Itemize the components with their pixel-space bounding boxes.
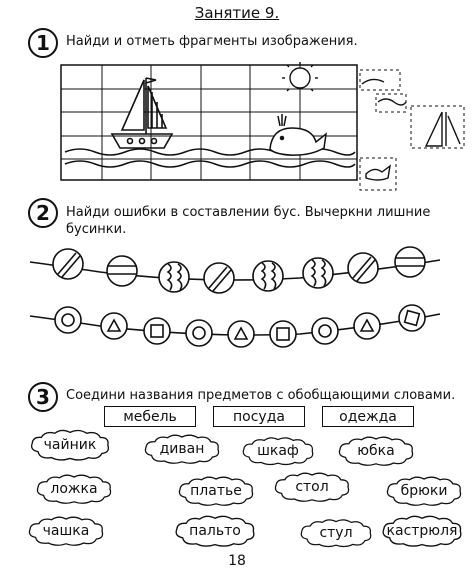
bead [107,256,137,286]
page-number: 18 [228,553,246,569]
word-cloud-item[interactable] [387,477,460,505]
category-box-dishes[interactable]: посуда [213,406,305,427]
bead [144,318,170,344]
bead [101,313,127,339]
svg-text:стул: стул [319,525,353,541]
bead [399,305,425,331]
svg-text:шкаф: шкаф [257,443,299,459]
svg-text:чашка: чашка [42,523,90,539]
word-cloud-item[interactable] [383,516,461,546]
whale-drawing [270,114,326,155]
word-cloud-item[interactable] [301,520,370,547]
word-cloud-item[interactable] [145,435,218,463]
svg-text:пальто: пальто [189,523,241,539]
word-cloud-item[interactable] [37,475,110,503]
svg-text:платье: платье [190,483,242,499]
task-2-text-line2: бусинки. [66,222,127,237]
bead [348,253,378,283]
svg-text:диван: диван [159,441,205,457]
bead [354,313,380,339]
word-cloud-item[interactable] [29,517,102,545]
svg-text:юбка: юбка [357,443,395,459]
task-1-text: Найди и отметь фрагменты изображения. [66,34,358,49]
word-cloud-item[interactable] [32,430,109,459]
lesson-title: Занятие 9. [194,4,280,22]
svg-text:стол: стол [295,479,329,495]
word-clouds [0,428,474,558]
word-cloud-item[interactable] [243,438,312,465]
bead [53,249,83,279]
bead [186,320,212,346]
category-box-clothes[interactable]: одежда [322,406,414,427]
word-cloud-item[interactable] [275,473,348,501]
bead [228,321,254,347]
task-3-number: 3 [28,382,58,412]
task-2-number: 2 [28,198,58,228]
word-cloud-item[interactable] [176,516,254,546]
bead [204,263,234,293]
bead [312,318,338,344]
svg-text:чайник: чайник [43,437,97,453]
svg-text:ложка: ложка [50,481,98,497]
bead [303,258,333,288]
picture-grid [60,64,360,182]
word-cloud-item[interactable] [179,477,252,505]
bead [270,321,296,347]
svg-text:кастрюля: кастрюля [386,523,458,539]
svg-text:брюки: брюки [400,483,448,499]
bead [395,247,425,277]
bead [253,261,283,291]
fragment-pieces [356,66,466,196]
bead [159,262,189,292]
task-1-number: 1 [28,28,58,58]
bead-string-2 [0,298,474,362]
task-3-text: Соедини названия предметов с обобщающими словами. [66,388,456,403]
word-cloud-item[interactable] [339,437,412,465]
bead [55,307,81,333]
task-2-text-line1: Найди ошибки в составлении бус. Вычеркни лишние [66,205,431,220]
category-box-furniture[interactable]: мебель [104,406,196,427]
